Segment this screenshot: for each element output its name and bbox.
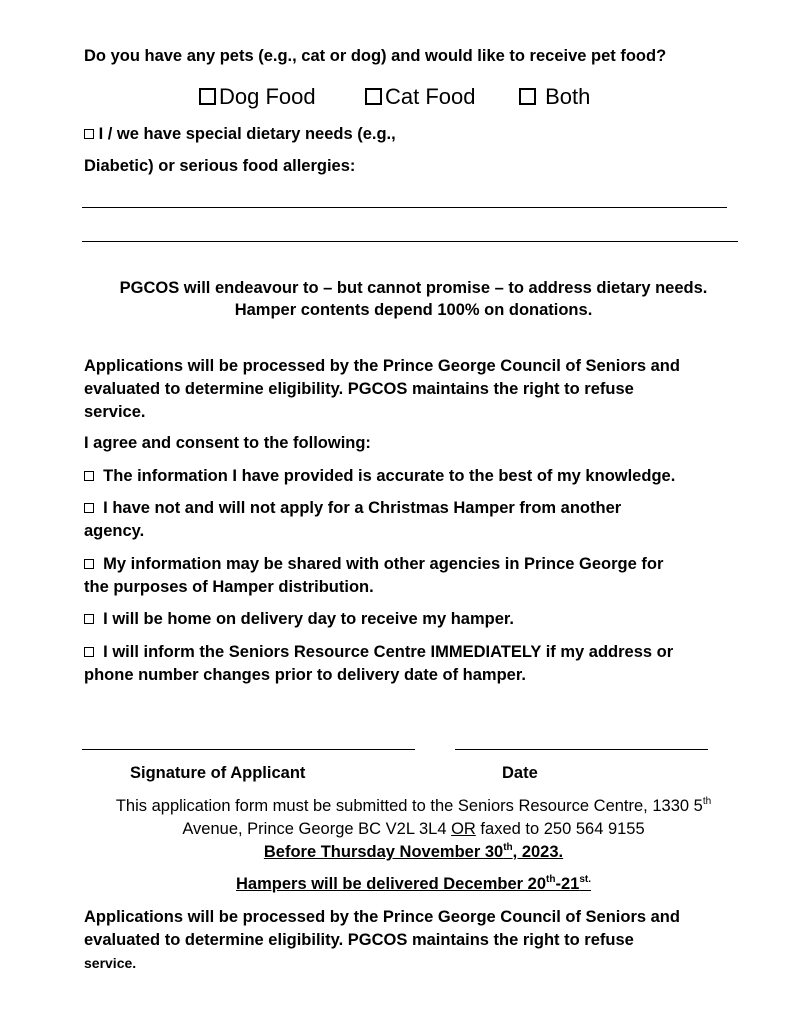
deadline: Before Thursday November 30th, 2023. xyxy=(263,842,564,861)
delivery-dates: Hampers will be delivered December $20th-21^{st.}$ xyxy=(236,874,591,893)
dietary-line-2: Diabetic) or serious food allergies: xyxy=(84,157,356,175)
consent-item[interactable]: I will be home on delivery day to receive my hamper. xyxy=(84,610,514,629)
processing-paragraph xyxy=(84,355,680,424)
dietary-input-line-2[interactable] xyxy=(82,241,738,242)
consent-checkbox[interactable] xyxy=(84,471,94,481)
dog-food-checkbox[interactable] xyxy=(199,88,216,105)
cat-food-option[interactable]: Cat Food xyxy=(365,84,476,110)
notice-line-2: Hamper contents depend 100% on donations. xyxy=(234,301,593,319)
notice-line-1: PGCOS will endeavour to – but cannot promise – to address dietary needs. xyxy=(119,279,708,297)
both-option[interactable]: Both xyxy=(519,84,590,110)
date-label: Date xyxy=(502,764,538,782)
pets-question: Do you have any pets (e.g., cat or dog) and would like to receive pet food? xyxy=(84,47,667,65)
cat-food-checkbox[interactable] xyxy=(365,88,382,105)
dietary-input-line-1[interactable] xyxy=(82,207,727,208)
consent-checkbox[interactable] xyxy=(84,614,94,624)
date-line[interactable] xyxy=(455,749,708,750)
footer-line-3: service. xyxy=(84,955,137,971)
consent-item[interactable]: I have not and will not apply for a Christmas Hamper from another agency. xyxy=(84,499,622,540)
submission-line-2: Avenue, Prince George BC V2L 3L4 OR faxed to 250 564 9155 xyxy=(182,820,645,838)
signature-line[interactable] xyxy=(82,749,415,750)
footer-line-1: Applications will be processed by the Prince George Council of Seniors and xyxy=(84,908,680,926)
consent-heading: I agree and consent to the following: xyxy=(84,434,371,452)
processing-line-2: evaluated to determine eligibility. PGCOS maintains the right to refuse xyxy=(84,380,634,398)
processing-line-3: service. xyxy=(84,403,146,421)
consent-item[interactable]: The information I have provided is accurate to the best of my knowledge. xyxy=(84,467,675,486)
submission-line-1: This application form must be submitted to the Seniors Resource Centre, 1330 5th xyxy=(115,796,712,815)
dog-food-option[interactable]: Dog Food xyxy=(199,84,316,110)
consent-item[interactable]: I will inform the Seniors Resource Centre IMMEDIATELY if my address or phone number changes prior to delivery date of hamper. xyxy=(84,643,674,684)
consent-checkbox[interactable] xyxy=(84,503,94,513)
signature-label: Signature of Applicant xyxy=(130,764,306,782)
consent-checkbox[interactable] xyxy=(84,647,94,657)
footer-paragraph xyxy=(84,906,680,975)
dietary-checkbox[interactable] xyxy=(84,129,94,139)
both-checkbox[interactable] xyxy=(519,88,536,105)
processing-line-1: Applications will be processed by the Prince George Council of Seniors and xyxy=(84,357,680,375)
footer-line-2: evaluated to determine eligibility. PGCOS maintains the right to refuse xyxy=(84,931,634,949)
consent-checkbox[interactable] xyxy=(84,559,94,569)
dietary-option[interactable]: I / we have special dietary needs (e.g., xyxy=(84,125,396,144)
consent-item[interactable]: My information may be shared with other agencies in Prince George for the purposes of Hamper distribution. xyxy=(84,555,664,596)
